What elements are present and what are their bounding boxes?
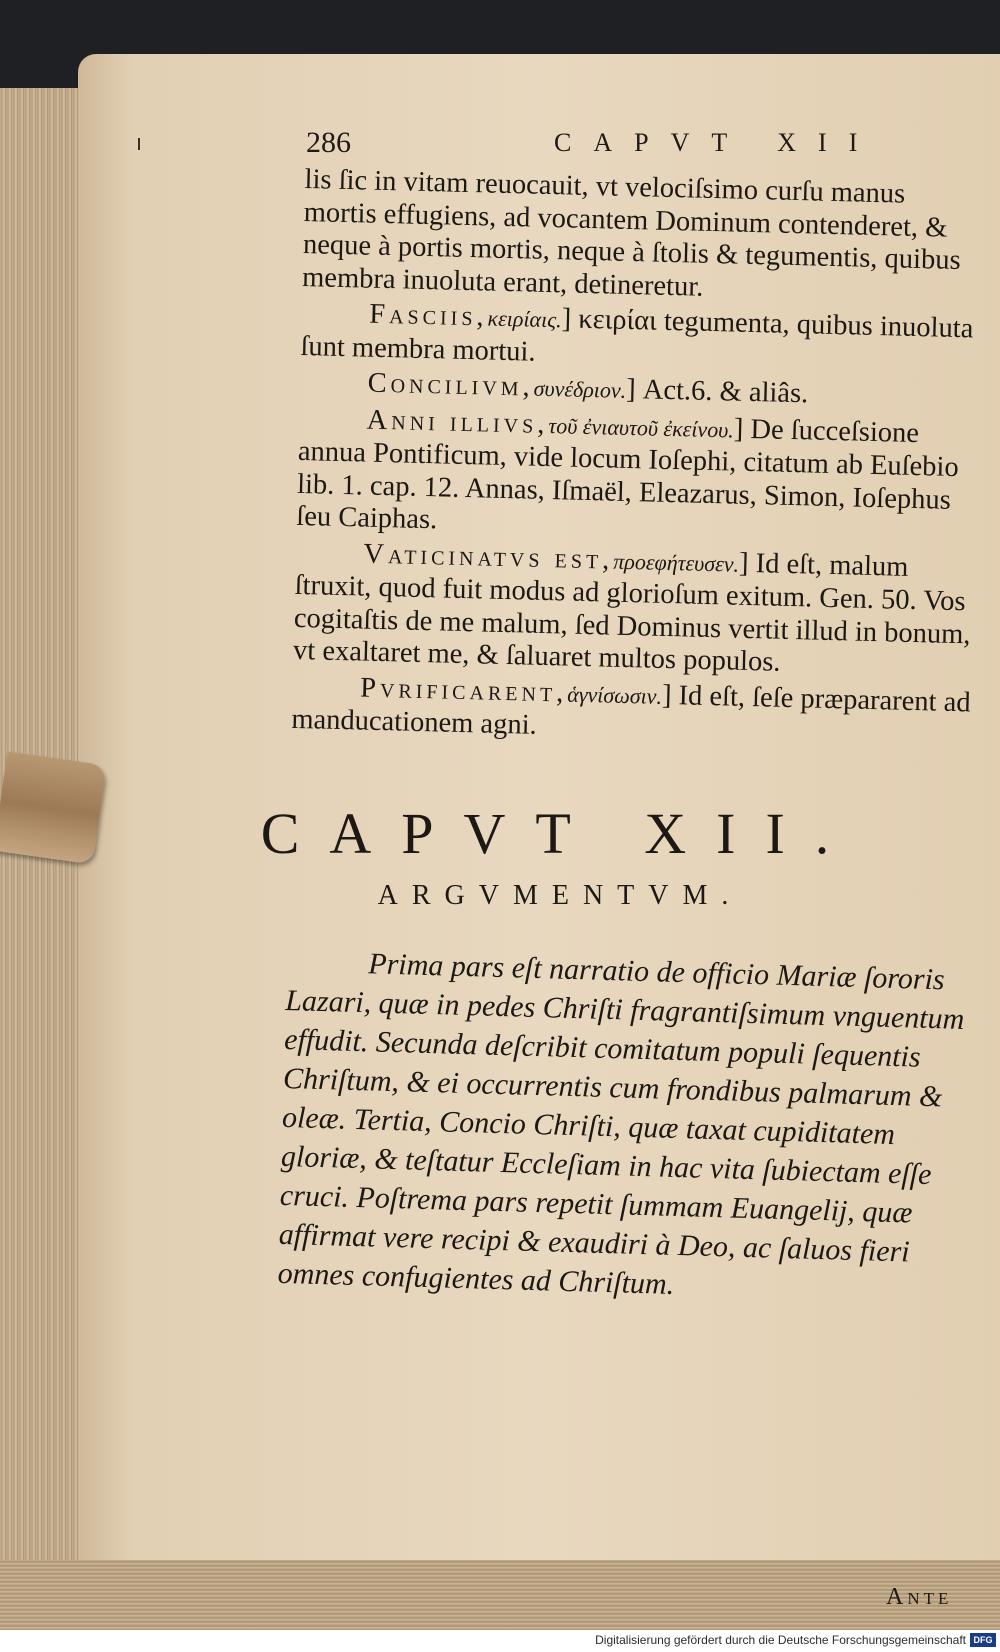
greek-term: συνέδριον. — [533, 375, 627, 403]
commentary-paragraph — [296, 402, 979, 550]
commentary-paragraph — [302, 164, 985, 311]
argument-heading: ARGVMENTVM. — [377, 880, 743, 911]
greek-term: ἁγνίσωσιν. — [567, 681, 663, 709]
catchword: Ante — [886, 1584, 953, 1610]
commentary-paragraph — [300, 297, 981, 380]
lemma: Pvrificarent, — [359, 672, 568, 709]
lemma: Fasciis, — [368, 298, 489, 333]
paragraph-text: ] De ſucceſsione annua Pontificum, vide locum Ioſephi, citatum ab Euſebio lib. 1. cap. 12. Annas, Iſmaël, Eleazarus, Simon, Ioſephus ſeu Caiphas. — [296, 413, 960, 536]
greek-term: προεφήτευσεν. — [613, 548, 740, 577]
paragraph-text: ] κειρίαι tegumenta, quibus inuoluta ſunt membra mortui. — [300, 303, 974, 368]
lemma: Anni illivs, — [366, 404, 549, 440]
running-title: CAPVT XII — [554, 128, 880, 157]
argument-text: Prima pars eſt narratio de officio Mariæ ſororis Lazari, quæ in pedes Chriſti fragrantiſsimum vnguentum effudit. Secunda deſcribit comitatum populi ſequentis Chriſtum, & ei occurrentis cum frondibus palmarum & oleæ. Tertia, Concio Chriſti, quæ taxat cupiditatem gloriæ, & teſtatur Eccleſiam in hac vita ſubiectam eſſe cruci. Poſtrema pars repetit ſummam Euangelij, quæ affirmat vere recipi & exaudiri à Deo, ac ſaluos fieri omnes confugientes ad Chriſtum. — [277, 947, 965, 1301]
paragraph-text: ] Id eſt, malum ſtruxit, quod fuit modus ad glorioſum exitum. Gen. 50. Vos cogitaſtis de me malum, ſed Dominus vertit illud in bonum, vt exaltaret me, & ſaluaret multos populos. — [292, 547, 971, 678]
book-bottom-edge — [0, 1560, 1000, 1630]
commentary-paragraph — [291, 670, 972, 753]
lemma: Vaticinatvs est, — [363, 538, 614, 576]
argument-summary — [277, 942, 967, 1312]
paragraph-text: lis ſic in vitam reuocauit, vt velociſsimo curſu manus mortis effugiens, ad vocantem Dominum contenderet, & neque à portis mortis, neque à ſtolis & tegumentis, quibus membra inuoluta erant, detineretur. — [301, 164, 962, 303]
greek-term: κειρίαις. — [487, 305, 563, 333]
paragraph-text: ] Id eſt, ſeſe præpararent ad manducationem agni. — [291, 679, 971, 741]
greek-term: τοῦ ἐνιαυτοῦ ἐκείνου. — [548, 412, 735, 443]
chapter-title: CAPVT XII. — [260, 801, 860, 866]
commentary-text — [291, 164, 985, 756]
paragraph-text: ] Act.6. & aliâs. — [625, 373, 809, 410]
dfg-logo: DFG — [970, 1633, 996, 1647]
footer-credit: Digitalisierung gefördert durch die Deutsche Forschungsgemeinschaft — [595, 1633, 966, 1647]
running-head — [306, 126, 886, 166]
lemma: Concilivm, — [367, 367, 535, 403]
commentary-paragraph — [293, 536, 976, 684]
page-number: 286 — [306, 126, 351, 159]
margin-mark — [138, 138, 140, 150]
